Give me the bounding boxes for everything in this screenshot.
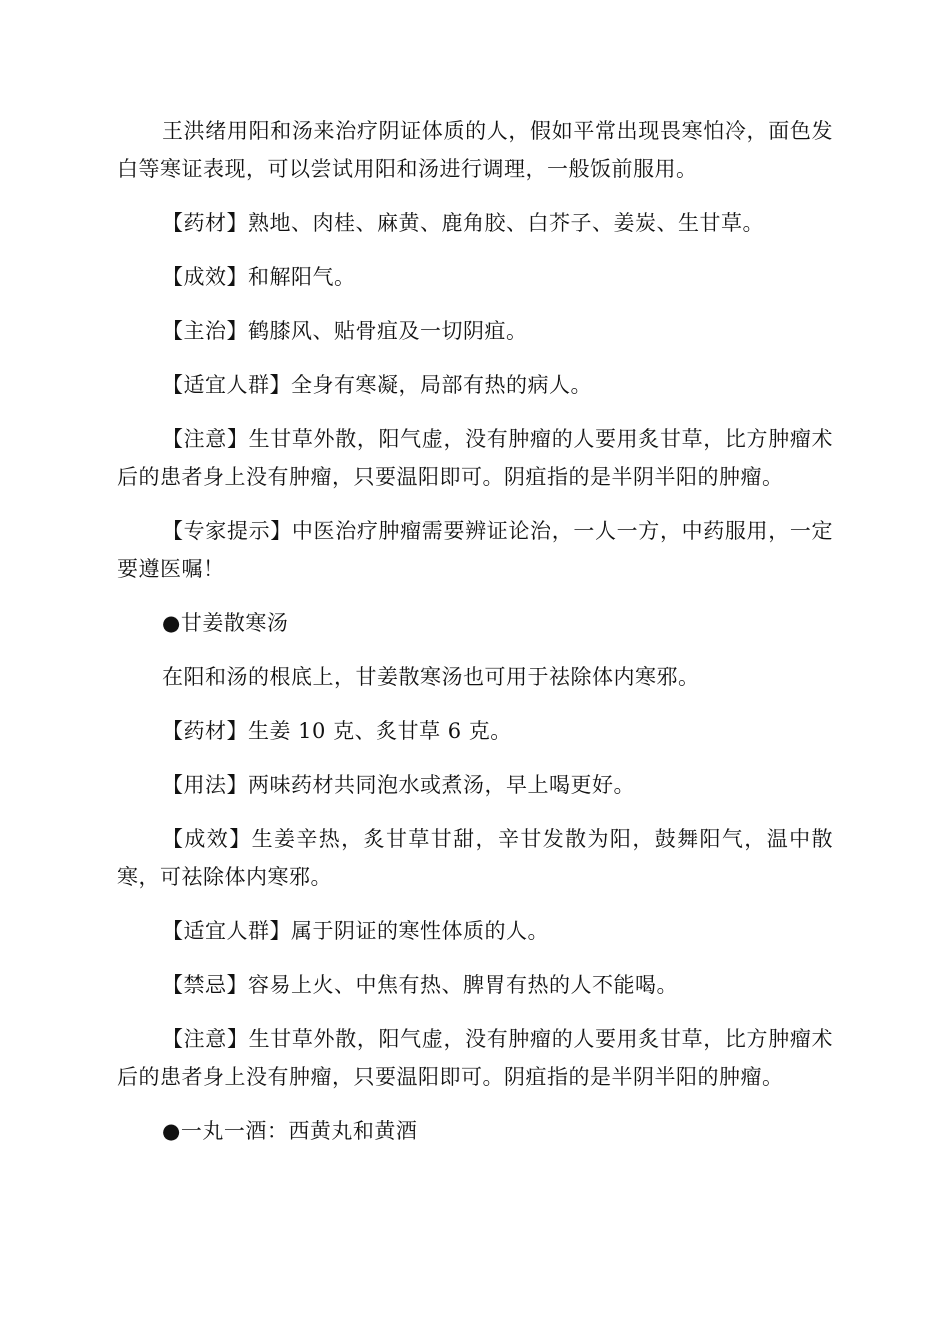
paragraph-caution: 【注意】生甘草外散，阳气虚，没有肿瘤的人要用炙甘草，比方肿瘤术后的患者身上没有肿瘤，只要温阳即可。阴疽指的是半阴半阳的肿瘤。 <box>117 427 833 489</box>
paragraph-herbs: 【药材】熟地、肉桂、麻黄、鹿角胶、白芥子、姜炭、生甘草。 <box>162 211 764 235</box>
document-body <box>117 112 833 1150</box>
paragraph-soup-intro: 在阳和汤的根底上，甘姜散寒汤也可用于祛除体内寒邪。 <box>162 665 700 689</box>
paragraph-suitable-people: 【适宜人群】全身有寒凝，局部有热的病人。 <box>162 373 592 397</box>
paragraph-soup-herbs: 【药材】生姜 10 克、炙甘草 6 克。 <box>162 719 512 743</box>
paragraph-indication: 【主治】鹤膝风、贴骨疽及一切阴疽。 <box>162 319 528 343</box>
paragraph-soup-caution: 【注意】生甘草外散，阳气虚，没有肿瘤的人要用炙甘草，比方肿瘤术后的患者身上没有肿瘤，只要温阳即可。阴疽指的是半阴半阳的肿瘤。 <box>117 1027 833 1089</box>
paragraph-soup-usage: 【用法】两味药材共同泡水或煮汤，早上喝更好。 <box>162 773 635 797</box>
paragraph-expert-tip: 【专家提示】中医治疗肿瘤需要辨证论治，一人一方，中药服用，一定要遵医嘱！ <box>117 519 833 581</box>
paragraph-effect: 【成效】和解阳气。 <box>162 265 356 289</box>
paragraph-soup-suitable-people: 【适宜人群】属于阴证的寒性体质的人。 <box>162 919 549 943</box>
paragraph-soup-effect: 【成效】生姜辛热，炙甘草甘甜，辛甘发散为阳，鼓舞阳气，温中散寒，可祛除体内寒邪。 <box>117 827 833 889</box>
section-heading-pill-and-wine: ●一丸一酒：西黄丸和黄酒 <box>162 1119 418 1143</box>
paragraph-soup-contraindication: 【禁忌】容易上火、中焦有热、脾胃有热的人不能喝。 <box>162 973 678 997</box>
section-heading-ganjiang-soup: ●甘姜散寒汤 <box>162 611 289 635</box>
paragraph-intro: 王洪绪用阳和汤来治疗阴证体质的人，假如平常出现畏寒怕冷，面色发白等寒证表现，可以尝试用阳和汤进行调理，一般饭前服用。 <box>117 119 833 181</box>
